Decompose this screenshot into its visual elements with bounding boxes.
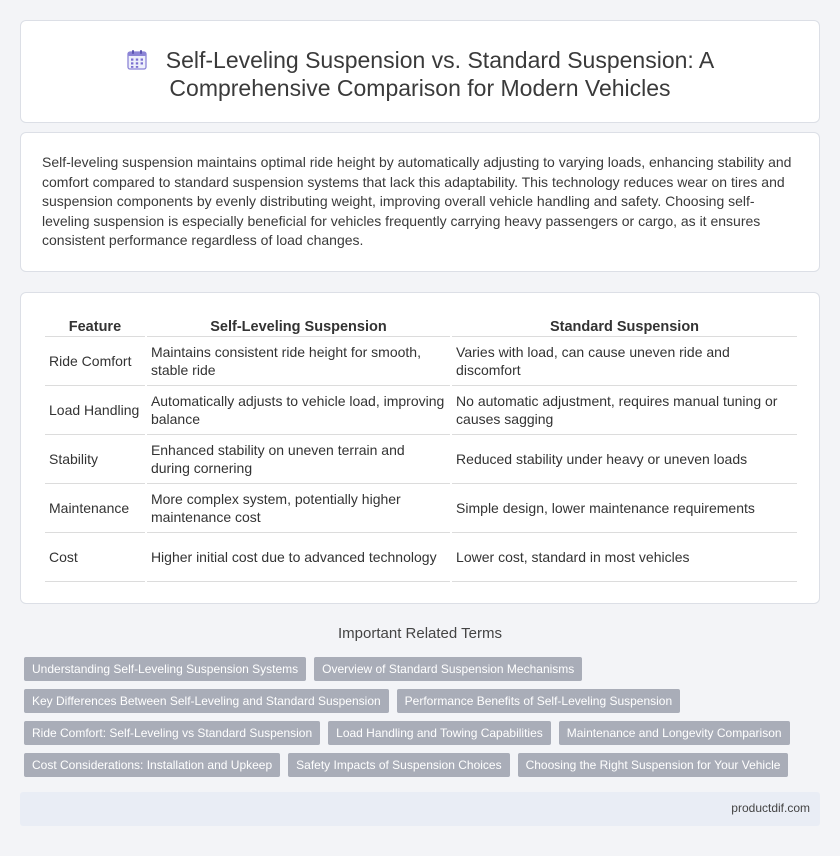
table-row [45,435,797,484]
column-header-self-leveling: Self-Leveling Suspension [147,315,450,337]
page-title [21,46,819,102]
related-terms-heading: Important Related Terms [338,625,502,642]
calendar-grid-icon [126,49,148,71]
intro-card [20,132,820,272]
page-title-text: Self-Leveling Suspension vs. Standard Suspension: A Comprehensive Comparison for Modern Vehicles [165,47,715,101]
table-row [45,386,797,435]
related-term-tag[interactable]: Overview of Standard Suspension Mechanisms [314,657,582,681]
feature-cell: Maintenance [45,484,145,533]
related-term-tag[interactable]: Cost Considerations: Installation and Upkeep [24,753,280,777]
related-term-tag[interactable]: Safety Impacts of Suspension Choices [288,753,509,777]
table-row [45,484,797,533]
related-term-tag[interactable]: Maintenance and Longevity Comparison [559,721,790,745]
related-terms-row [24,657,582,681]
feature-cell: Cost [45,533,145,582]
related-terms-row [24,753,788,777]
related-term-tag[interactable]: Performance Benefits of Self-Leveling Suspension [397,689,681,713]
related-terms-row [24,689,680,713]
comparison-table [43,315,799,582]
feature-cell: Stability [45,435,145,484]
related-term-tag[interactable]: Load Handling and Towing Capabilities [328,721,551,745]
comparison-table-card [20,292,820,604]
related-term-tag[interactable]: Choosing the Right Suspension for Your Vehicle [518,753,789,777]
title-card [20,20,820,123]
table-row [45,533,797,582]
standard-cell: Reduced stability under heavy or uneven loads [452,435,797,484]
related-terms-row [24,721,790,745]
feature-cell: Ride Comfort [45,337,145,386]
footer [20,792,820,826]
self-leveling-cell: More complex system, potentially higher maintenance cost [147,484,450,533]
standard-cell: Lower cost, standard in most vehicles [452,533,797,582]
column-header-standard: Standard Suspension [452,315,797,337]
self-leveling-cell: Higher initial cost due to advanced technology [147,533,450,582]
self-leveling-cell: Automatically adjusts to vehicle load, improving balance [147,386,450,435]
feature-cell: Load Handling [45,386,145,435]
footer-site-link[interactable]: productdif.com [731,801,810,815]
column-header-feature: Feature [45,315,145,337]
related-term-tag[interactable]: Ride Comfort: Self-Leveling vs Standard Suspension [24,721,320,745]
related-term-tag[interactable]: Key Differences Between Self-Leveling and Standard Suspension [24,689,389,713]
standard-cell: Varies with load, can cause uneven ride and discomfort [452,337,797,386]
self-leveling-cell: Enhanced stability on uneven terrain and during cornering [147,435,450,484]
table-header-row [45,315,797,337]
intro-paragraph: Self-leveling suspension maintains optimal ride height by automatically adjusting to varying loads, enhancing stability and comfort compared to standard suspension systems that lack this adaptability. This technology reduces wear on tires and suspension components by evenly distributing weight, improving overall vehicle handling and safety. Choosing self-leveling suspension is especially beneficial for vehicles frequently carrying heavy passengers or cargo, as it ensures consistent performance regardless of load changes. [42,154,792,249]
standard-cell: No automatic adjustment, requires manual tuning or causes sagging [452,386,797,435]
self-leveling-cell: Maintains consistent ride height for smooth, stable ride [147,337,450,386]
related-term-tag[interactable]: Understanding Self-Leveling Suspension Systems [24,657,306,681]
standard-cell: Simple design, lower maintenance requirements [452,484,797,533]
table-row [45,337,797,386]
